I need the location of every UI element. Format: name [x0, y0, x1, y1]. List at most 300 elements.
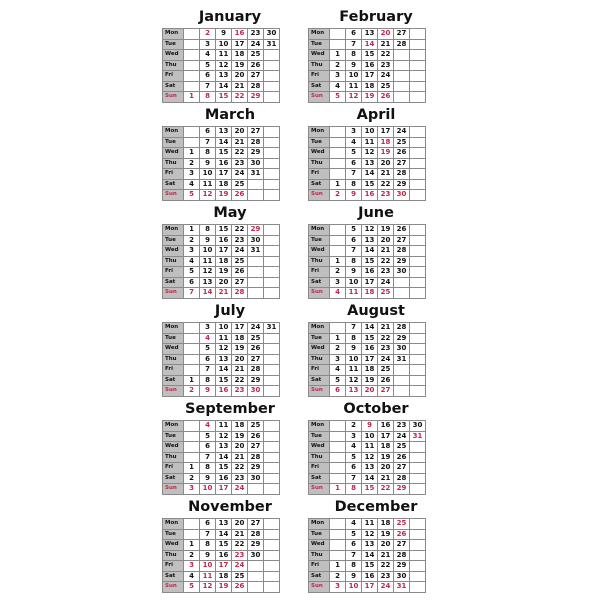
day-label: Sun — [309, 386, 330, 397]
date-cell — [410, 158, 426, 169]
day-label: Thu — [309, 550, 330, 561]
date-cell — [264, 333, 280, 344]
date-cell: 19 — [232, 431, 248, 442]
date-cell: 2 — [184, 386, 200, 397]
date-cell: 18 — [232, 50, 248, 61]
date-cell: 23 — [232, 386, 248, 397]
week-day-row — [309, 50, 426, 61]
day-label: Mon — [309, 127, 330, 138]
date-cell — [410, 375, 426, 386]
date-cell: 8 — [346, 561, 362, 572]
date-cell: 7 — [200, 81, 216, 92]
week-day-row — [163, 29, 280, 40]
date-cell: 4 — [184, 179, 200, 190]
date-cell: 17 — [362, 277, 378, 288]
date-cell: 7 — [346, 473, 362, 484]
date-cell — [330, 421, 346, 432]
date-cell: 28 — [394, 323, 410, 334]
date-cell: 27 — [378, 386, 394, 397]
day-label: Sun — [163, 386, 184, 397]
date-cell: 7 — [200, 137, 216, 148]
day-label: Fri — [163, 561, 184, 572]
date-cell — [330, 235, 346, 246]
date-cell — [410, 169, 426, 180]
date-cell: 13 — [362, 235, 378, 246]
month-march — [162, 104, 298, 200]
date-cell: 10 — [200, 169, 216, 180]
month-september — [162, 398, 298, 494]
date-cell: 11 — [200, 256, 216, 267]
date-cell: 30 — [248, 158, 264, 169]
date-cell: 28 — [232, 288, 248, 299]
date-cell: 14 — [362, 550, 378, 561]
date-cell: 28 — [248, 529, 264, 540]
date-cell — [394, 365, 410, 376]
date-cell: 21 — [378, 39, 394, 50]
date-cell — [264, 148, 280, 159]
week-day-row — [309, 431, 426, 442]
date-cell: 14 — [216, 529, 232, 540]
day-label: Thu — [309, 354, 330, 365]
day-label: Thu — [163, 158, 184, 169]
day-label: Sun — [309, 582, 330, 593]
day-label: Fri — [309, 365, 330, 376]
date-cell: 30 — [248, 235, 264, 246]
date-cell: 26 — [378, 375, 394, 386]
date-cell: 1 — [184, 375, 200, 386]
month-october — [308, 398, 444, 494]
date-cell: 22 — [232, 540, 248, 551]
day-label: Wed — [309, 246, 330, 257]
date-cell: 20 — [216, 277, 232, 288]
date-cell: 21 — [232, 137, 248, 148]
date-cell: 13 — [346, 386, 362, 397]
date-cell — [330, 148, 346, 159]
date-cell — [394, 288, 410, 299]
date-cell: 6 — [346, 540, 362, 551]
date-cell: 2 — [346, 421, 362, 432]
week-day-row — [309, 169, 426, 180]
date-cell: 16 — [362, 267, 378, 278]
date-cell: 18 — [232, 421, 248, 432]
date-cell: 28 — [394, 550, 410, 561]
date-cell: 21 — [216, 288, 232, 299]
date-cell: 28 — [248, 137, 264, 148]
day-label: Thu — [309, 452, 330, 463]
month-april — [308, 104, 444, 200]
date-cell: 12 — [216, 60, 232, 71]
day-label: Sat — [163, 571, 184, 582]
date-cell: 8 — [346, 484, 362, 495]
week-day-row — [163, 235, 280, 246]
date-cell: 25 — [248, 421, 264, 432]
date-cell — [184, 137, 200, 148]
date-cell: 10 — [346, 354, 362, 365]
date-cell: 10 — [346, 277, 362, 288]
date-cell: 28 — [394, 246, 410, 257]
date-cell: 20 — [362, 386, 378, 397]
day-label: Wed — [163, 50, 184, 61]
date-cell: 6 — [346, 29, 362, 40]
week-day-row — [163, 386, 280, 397]
date-cell — [264, 81, 280, 92]
week-day-row — [163, 333, 280, 344]
date-cell: 19 — [216, 190, 232, 201]
date-cell — [410, 92, 426, 103]
date-cell: 12 — [362, 225, 378, 236]
date-cell: 14 — [216, 81, 232, 92]
date-cell: 18 — [232, 333, 248, 344]
date-cell: 29 — [394, 256, 410, 267]
date-cell: 1 — [330, 484, 346, 495]
date-cell: 7 — [200, 365, 216, 376]
date-cell — [264, 375, 280, 386]
date-cell: 5 — [346, 148, 362, 159]
day-label: Sat — [309, 375, 330, 386]
date-cell — [184, 421, 200, 432]
date-cell: 9 — [200, 550, 216, 561]
date-cell: 15 — [216, 92, 232, 103]
date-cell — [264, 267, 280, 278]
date-cell: 21 — [378, 550, 394, 561]
date-cell: 27 — [394, 29, 410, 40]
date-cell: 3 — [330, 277, 346, 288]
week-day-row — [163, 431, 280, 442]
month-title: November — [188, 499, 272, 515]
date-cell: 21 — [378, 246, 394, 257]
date-cell: 2 — [330, 190, 346, 201]
date-cell: 9 — [346, 267, 362, 278]
date-cell: 23 — [378, 571, 394, 582]
day-label: Thu — [163, 550, 184, 561]
month-table — [162, 322, 280, 397]
date-cell: 20 — [232, 71, 248, 82]
date-cell: 3 — [184, 169, 200, 180]
month-title: December — [334, 499, 418, 515]
day-label: Fri — [163, 169, 184, 180]
date-cell: 13 — [362, 540, 378, 551]
date-cell: 30 — [394, 190, 410, 201]
day-label: Thu — [309, 60, 330, 71]
month-table — [162, 518, 280, 593]
date-cell: 31 — [248, 169, 264, 180]
date-cell: 30 — [394, 571, 410, 582]
week-day-row — [309, 386, 426, 397]
date-cell: 10 — [216, 39, 232, 50]
date-cell: 12 — [200, 190, 216, 201]
date-cell: 25 — [232, 179, 248, 190]
date-cell: 19 — [378, 452, 394, 463]
date-cell: 9 — [346, 60, 362, 71]
date-cell: 19 — [216, 582, 232, 593]
day-label: Thu — [309, 256, 330, 267]
week-day-row — [309, 277, 426, 288]
date-cell: 25 — [232, 571, 248, 582]
date-cell — [410, 179, 426, 190]
date-cell: 11 — [200, 179, 216, 190]
day-label: Mon — [163, 323, 184, 334]
date-cell: 8 — [200, 225, 216, 236]
date-cell — [264, 127, 280, 138]
week-day-row — [309, 550, 426, 561]
date-cell — [410, 39, 426, 50]
date-cell: 20 — [378, 158, 394, 169]
date-cell: 9 — [346, 571, 362, 582]
week-day-row — [163, 344, 280, 355]
date-cell: 25 — [394, 519, 410, 530]
week-day-row — [309, 39, 426, 50]
week-day-row — [163, 375, 280, 386]
date-cell: 27 — [248, 519, 264, 530]
day-label: Mon — [309, 519, 330, 530]
date-cell — [330, 323, 346, 334]
date-cell: 3 — [346, 127, 362, 138]
date-cell — [410, 365, 426, 376]
day-label: Sun — [163, 92, 184, 103]
date-cell — [410, 190, 426, 201]
day-label: Sun — [163, 484, 184, 495]
week-day-row — [309, 137, 426, 148]
date-cell: 14 — [200, 288, 216, 299]
date-cell: 8 — [200, 148, 216, 159]
date-cell: 1 — [184, 540, 200, 551]
day-label: Tue — [163, 529, 184, 540]
date-cell: 14 — [362, 473, 378, 484]
day-label: Sun — [163, 288, 184, 299]
date-cell: 1 — [330, 561, 346, 572]
date-cell — [410, 344, 426, 355]
date-cell: 27 — [232, 277, 248, 288]
week-day-row — [309, 190, 426, 201]
date-cell — [410, 561, 426, 572]
date-cell: 6 — [200, 354, 216, 365]
week-day-row — [163, 39, 280, 50]
date-cell: 29 — [248, 540, 264, 551]
date-cell: 19 — [362, 375, 378, 386]
date-cell: 9 — [200, 473, 216, 484]
date-cell: 14 — [216, 365, 232, 376]
date-cell: 4 — [200, 50, 216, 61]
date-cell: 3 — [330, 354, 346, 365]
day-label: Tue — [309, 333, 330, 344]
date-cell: 25 — [394, 442, 410, 453]
date-cell — [264, 92, 280, 103]
day-label: Tue — [309, 235, 330, 246]
date-cell — [264, 288, 280, 299]
week-day-row — [309, 323, 426, 334]
date-cell — [330, 550, 346, 561]
date-cell: 23 — [378, 344, 394, 355]
week-day-row — [309, 246, 426, 257]
day-label: Thu — [163, 256, 184, 267]
date-cell: 29 — [394, 333, 410, 344]
date-cell — [248, 571, 264, 582]
date-cell: 20 — [378, 463, 394, 474]
date-cell: 25 — [378, 288, 394, 299]
day-label: Thu — [163, 60, 184, 71]
date-cell: 4 — [184, 571, 200, 582]
date-cell: 24 — [232, 561, 248, 572]
date-cell: 18 — [378, 519, 394, 530]
date-cell — [248, 561, 264, 572]
date-cell: 20 — [378, 29, 394, 40]
date-cell: 13 — [362, 158, 378, 169]
date-cell: 17 — [232, 323, 248, 334]
date-cell: 28 — [248, 365, 264, 376]
date-cell: 21 — [232, 365, 248, 376]
date-cell: 1 — [184, 92, 200, 103]
date-cell: 2 — [184, 473, 200, 484]
date-cell — [248, 277, 264, 288]
date-cell: 16 — [362, 190, 378, 201]
date-cell: 22 — [232, 92, 248, 103]
day-label: Tue — [309, 431, 330, 442]
month-table — [308, 28, 426, 103]
date-cell — [410, 323, 426, 334]
date-cell: 23 — [248, 29, 264, 40]
date-cell: 3 — [200, 323, 216, 334]
date-cell: 14 — [362, 39, 378, 50]
week-day-row — [309, 452, 426, 463]
date-cell: 24 — [232, 169, 248, 180]
date-cell: 26 — [232, 190, 248, 201]
date-cell: 15 — [362, 50, 378, 61]
month-table — [162, 420, 280, 495]
day-label: Mon — [163, 29, 184, 40]
date-cell: 29 — [394, 484, 410, 495]
month-august — [308, 300, 444, 396]
week-day-row — [309, 365, 426, 376]
date-cell: 5 — [200, 344, 216, 355]
month-november — [162, 496, 298, 592]
date-cell — [394, 386, 410, 397]
date-cell: 23 — [378, 190, 394, 201]
day-label: Mon — [163, 225, 184, 236]
date-cell — [330, 29, 346, 40]
date-cell: 1 — [330, 256, 346, 267]
date-cell: 9 — [200, 158, 216, 169]
date-cell: 5 — [330, 375, 346, 386]
day-label: Wed — [309, 50, 330, 61]
date-cell — [410, 277, 426, 288]
date-cell: 28 — [394, 169, 410, 180]
date-cell: 24 — [248, 39, 264, 50]
month-table — [308, 420, 426, 495]
date-cell — [410, 60, 426, 71]
date-cell: 3 — [330, 582, 346, 593]
date-cell: 24 — [394, 431, 410, 442]
date-cell: 11 — [346, 81, 362, 92]
day-label: Wed — [163, 344, 184, 355]
day-label: Tue — [309, 529, 330, 540]
week-day-row — [309, 267, 426, 278]
month-title: April — [356, 107, 396, 123]
day-label: Sat — [309, 571, 330, 582]
day-label: Wed — [309, 540, 330, 551]
date-cell: 11 — [216, 333, 232, 344]
date-cell: 23 — [394, 421, 410, 432]
date-cell — [184, 29, 200, 40]
date-cell: 2 — [330, 571, 346, 582]
week-day-row — [163, 561, 280, 572]
date-cell: 7 — [200, 529, 216, 540]
date-cell: 28 — [248, 452, 264, 463]
date-cell — [410, 354, 426, 365]
date-cell — [248, 267, 264, 278]
date-cell: 30 — [394, 267, 410, 278]
day-label: Tue — [163, 333, 184, 344]
date-cell: 5 — [346, 452, 362, 463]
date-cell: 12 — [200, 582, 216, 593]
date-cell: 31 — [248, 246, 264, 257]
date-cell: 17 — [362, 354, 378, 365]
date-cell: 14 — [216, 137, 232, 148]
week-day-row — [309, 256, 426, 267]
date-cell: 27 — [394, 540, 410, 551]
date-cell: 31 — [264, 323, 280, 334]
week-day-row — [163, 137, 280, 148]
day-label: Thu — [163, 354, 184, 365]
date-cell — [184, 60, 200, 71]
date-cell: 21 — [232, 529, 248, 540]
date-cell: 5 — [330, 92, 346, 103]
date-cell — [264, 354, 280, 365]
date-cell: 6 — [346, 158, 362, 169]
date-cell: 5 — [346, 225, 362, 236]
date-cell: 26 — [394, 148, 410, 159]
date-cell — [264, 386, 280, 397]
date-cell: 7 — [346, 246, 362, 257]
date-cell: 2 — [184, 550, 200, 561]
date-cell: 15 — [216, 148, 232, 159]
week-day-row — [163, 60, 280, 71]
date-cell: 21 — [232, 81, 248, 92]
week-day-row — [163, 71, 280, 82]
day-label: Wed — [163, 540, 184, 551]
date-cell: 30 — [410, 421, 426, 432]
date-cell: 15 — [216, 225, 232, 236]
day-label: Fri — [309, 169, 330, 180]
date-cell: 4 — [346, 519, 362, 530]
date-cell: 2 — [330, 267, 346, 278]
date-cell — [330, 225, 346, 236]
date-cell — [410, 550, 426, 561]
date-cell: 3 — [346, 431, 362, 442]
date-cell — [264, 365, 280, 376]
date-cell — [264, 442, 280, 453]
date-cell: 9 — [346, 190, 362, 201]
day-label: Fri — [163, 463, 184, 474]
date-cell — [410, 452, 426, 463]
date-cell: 21 — [378, 169, 394, 180]
date-cell — [410, 29, 426, 40]
date-cell — [410, 137, 426, 148]
date-cell: 3 — [330, 71, 346, 82]
date-cell: 29 — [248, 225, 264, 236]
date-cell — [184, 529, 200, 540]
date-cell: 18 — [216, 256, 232, 267]
date-cell: 27 — [248, 354, 264, 365]
week-day-row — [163, 50, 280, 61]
week-day-row — [309, 421, 426, 432]
week-day-row — [309, 375, 426, 386]
date-cell — [184, 519, 200, 530]
date-cell — [330, 39, 346, 50]
date-cell: 27 — [394, 463, 410, 474]
month-july — [162, 300, 298, 396]
week-day-row — [163, 246, 280, 257]
week-day-row — [163, 550, 280, 561]
